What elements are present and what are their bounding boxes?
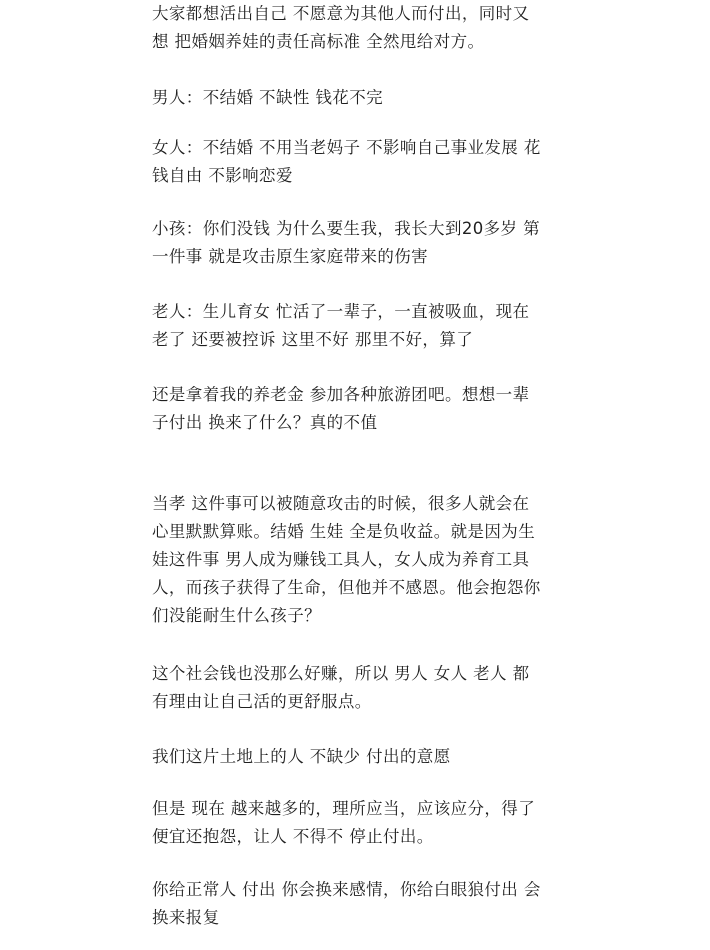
paragraph-7: 当孝 这件事可以被随意攻击的时候，很多人就会在心里默默算账。结婚 生娃 全是负收益。就是因为生娃这件事 男人成为赚钱工具人，女人成为养育工具人，而孩子获得了生命，但他并不感恩。他会抱怨你们没能耐生什么孩子？ [152, 494, 541, 625]
paragraph-8: 这个社会钱也没那么好赚，所以 男人 女人 老人 都有理由让自己活的更舒服点。 [152, 664, 530, 711]
paragraph-9: 我们这片土地上的人 不缺少 付出的意愿 [152, 747, 451, 766]
paragraph-5: 老人：生儿育女 忙活了一辈子，一直被吸血，现在老了 还要被控诉 这里不好 那里不好，算了 [152, 302, 530, 349]
paragraph-6: 还是拿着我的养老金 参加各种旅游团吧。想想一辈子付出 换来了什么？真的不值 [152, 385, 530, 432]
paragraph-2: 男人：不结婚 不缺性 钱花不完 [152, 88, 383, 107]
paragraph-3: 女人：不结婚 不用当老妈子 不影响自己事业发展 花钱自由 不影响恋爱 [152, 138, 541, 185]
paragraph-11: 你给正常人 付出 你会换来感情，你给白眼狼付出 会换来报复 [152, 880, 541, 927]
paragraph-4: 小孩：你们没钱 为什么要生我，我长大到20多岁 第一件事 就是攻击原生家庭带来的伤害 [152, 219, 540, 266]
paragraph-1: 大家都想活出自己 不愿意为其他人而付出，同时又想 把婚姻养娃的责任高标准 全然甩给对方。 [152, 4, 530, 51]
paragraph-10: 但是 现在 越来越多的，理所应当，应该应分，得了便宜还抱怨，让人 不得不 停止付出。 [152, 799, 536, 846]
